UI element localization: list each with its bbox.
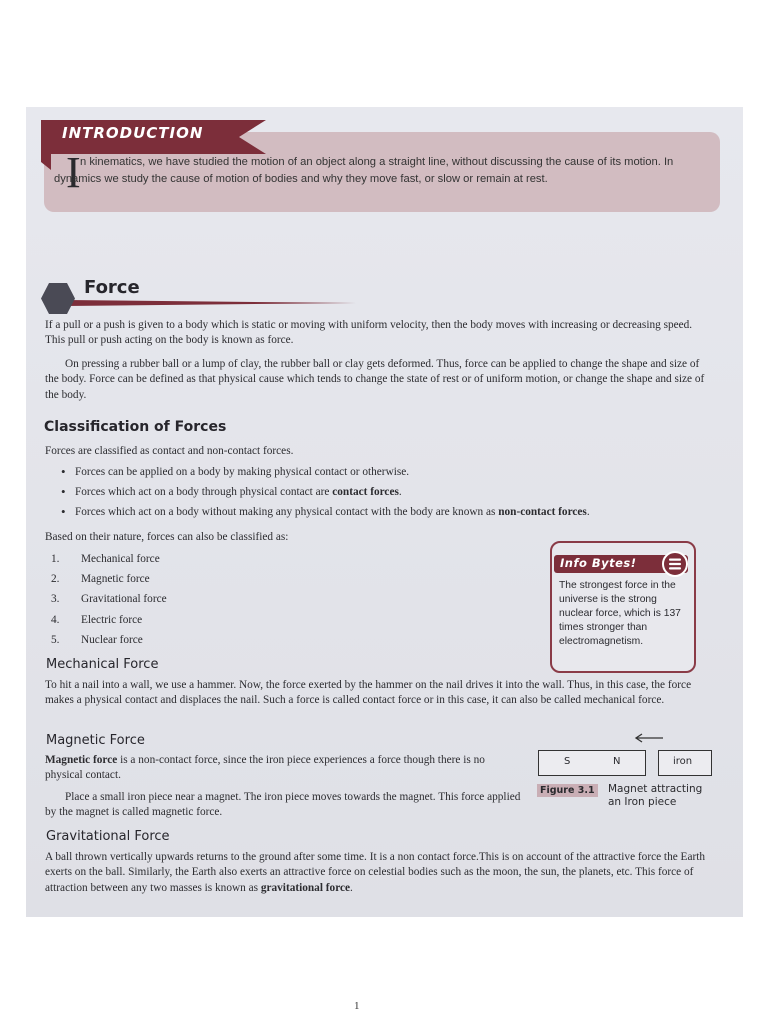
list-item bbox=[45, 569, 345, 589]
list-item bbox=[45, 549, 345, 569]
list-item bbox=[45, 630, 345, 650]
intro-text bbox=[54, 154, 714, 187]
iron-label: iron bbox=[673, 756, 693, 767]
classification-intro: Forces are classified as contact and non-contact forces. bbox=[45, 445, 294, 457]
nature-list bbox=[45, 549, 345, 650]
gravitational-heading: Gravitational Force bbox=[46, 829, 170, 844]
bullet-text: Forces which act on a body through physical contact are bbox=[75, 486, 333, 498]
list-item bbox=[45, 502, 725, 522]
list-item bbox=[45, 462, 725, 482]
list-label: Gravitational force bbox=[81, 593, 167, 606]
magnet-box bbox=[538, 750, 646, 776]
intro-dropcap: I bbox=[66, 148, 81, 197]
list-icon bbox=[662, 551, 688, 577]
info-bytes-text: The strongest force in the universe is the strong nuclear force, which is 137 times stronger than electromagnetism. bbox=[559, 580, 681, 647]
gravitational-paragraph bbox=[45, 850, 713, 896]
classification-heading: Classification of Forces bbox=[44, 419, 227, 435]
force-heading: Force bbox=[84, 277, 140, 298]
list-label: Magnetic force bbox=[81, 573, 150, 586]
list-number: 2. bbox=[51, 573, 60, 586]
force-paragraph-2: On pressing a rubber ball or a lump of clay, the rubber ball or clay gets deformed. Thus, force can be applied to change the shape and size of the body. Force can be defined as that physical cause which tends to change the state of rest or of uniform motion, or change the shape and size of the body. bbox=[45, 358, 705, 401]
hexagon-icon bbox=[40, 282, 76, 315]
classification-bullets bbox=[45, 462, 725, 522]
textbook-page-photo bbox=[26, 107, 743, 917]
mechanical-paragraph: To hit a nail into a wall, we use a hammer. Now, the force exerted by the hammer on the nail drives it into the wall. Thus, in this case, the force makes a physical contact and displaces the nail. Such a force is called contact force or in this case, it can also be called mechanical force. bbox=[45, 679, 692, 707]
list-label: Mechanical force bbox=[81, 553, 160, 565]
mechanical-heading: Mechanical Force bbox=[46, 657, 159, 672]
pole-n-label: N bbox=[613, 756, 621, 767]
force-paragraph-1: If a pull or a push is given to a body which is static or moving with uniform velocity, then the body moves with increasing or decreasing speed. This pull or push acting on the body is known as force. bbox=[45, 319, 693, 347]
figure-caption: Magnet attracting an Iron piece bbox=[608, 783, 703, 808]
bullet-bold-term: contact forces bbox=[332, 486, 399, 498]
bullet-text: . bbox=[398, 486, 402, 498]
iron-box bbox=[658, 750, 712, 776]
gravitational-text: A ball thrown vertically upwards returns to the ground after some time. It is a non contact force.This is on account of the attractive force the Earth exerts on the ball. Similarly, the Earth also exerts an attractive force on celestial bodies such as the moon, the sun, the planets, etc. This force of attraction between any two masses is known as bbox=[45, 851, 706, 894]
info-bytes-title: Info Bytes! bbox=[560, 556, 637, 570]
magnetic-text: is a non-contact force, since the iron piece experiences a force though there is no physical contact. bbox=[45, 754, 485, 782]
list-number: 3. bbox=[51, 593, 60, 606]
bullet-text: . bbox=[586, 506, 590, 518]
list-number: 5. bbox=[51, 633, 60, 646]
gravitational-bold-term: gravitational force bbox=[260, 881, 351, 894]
list-label: Nuclear force bbox=[81, 633, 143, 646]
intro-text-body: n kinematics, we have studied the motion of an object along a straight line, without discussing the cause of its motion. In dynamics we study the cause of motion of bodies and why they move fast, or slow or remain at rest. bbox=[54, 156, 674, 185]
magnetic-paragraph-2: Place a small iron piece near a magnet. The iron piece moves towards the magnet. This force applied by the magnet is called magnetic force. bbox=[45, 791, 521, 819]
bullet-text: Forces can be applied on a body by making physical contact or otherwise. bbox=[75, 466, 410, 478]
gravitational-text-end: . bbox=[350, 881, 353, 894]
page-number: 1 bbox=[354, 1000, 360, 1012]
nature-intro: Based on their nature, forces can also be classified as: bbox=[45, 531, 289, 543]
list-item bbox=[45, 482, 725, 502]
bullet-bold-term: non-contact forces bbox=[498, 506, 587, 518]
arrow-left-icon bbox=[634, 733, 664, 743]
force-heading-bar bbox=[66, 300, 356, 306]
list-item bbox=[45, 610, 345, 630]
figure-label: Figure 3.1 bbox=[537, 784, 598, 797]
list-item bbox=[45, 589, 345, 609]
magnetic-paragraph-1 bbox=[45, 753, 523, 784]
list-number: 4. bbox=[51, 613, 60, 626]
magnetic-heading: Magnetic Force bbox=[46, 733, 145, 748]
bullet-text: Forces which act on a body without making any physical contact with the body are known as bbox=[75, 506, 499, 518]
magnetic-bold-term: Magnetic force bbox=[45, 754, 118, 766]
intro-title: INTRODUCTION bbox=[62, 124, 204, 142]
intro-ribbon-fold bbox=[41, 120, 51, 170]
list-label: Electric force bbox=[81, 613, 143, 626]
list-number: 1. bbox=[51, 553, 60, 565]
pole-s-label: S bbox=[564, 756, 571, 767]
